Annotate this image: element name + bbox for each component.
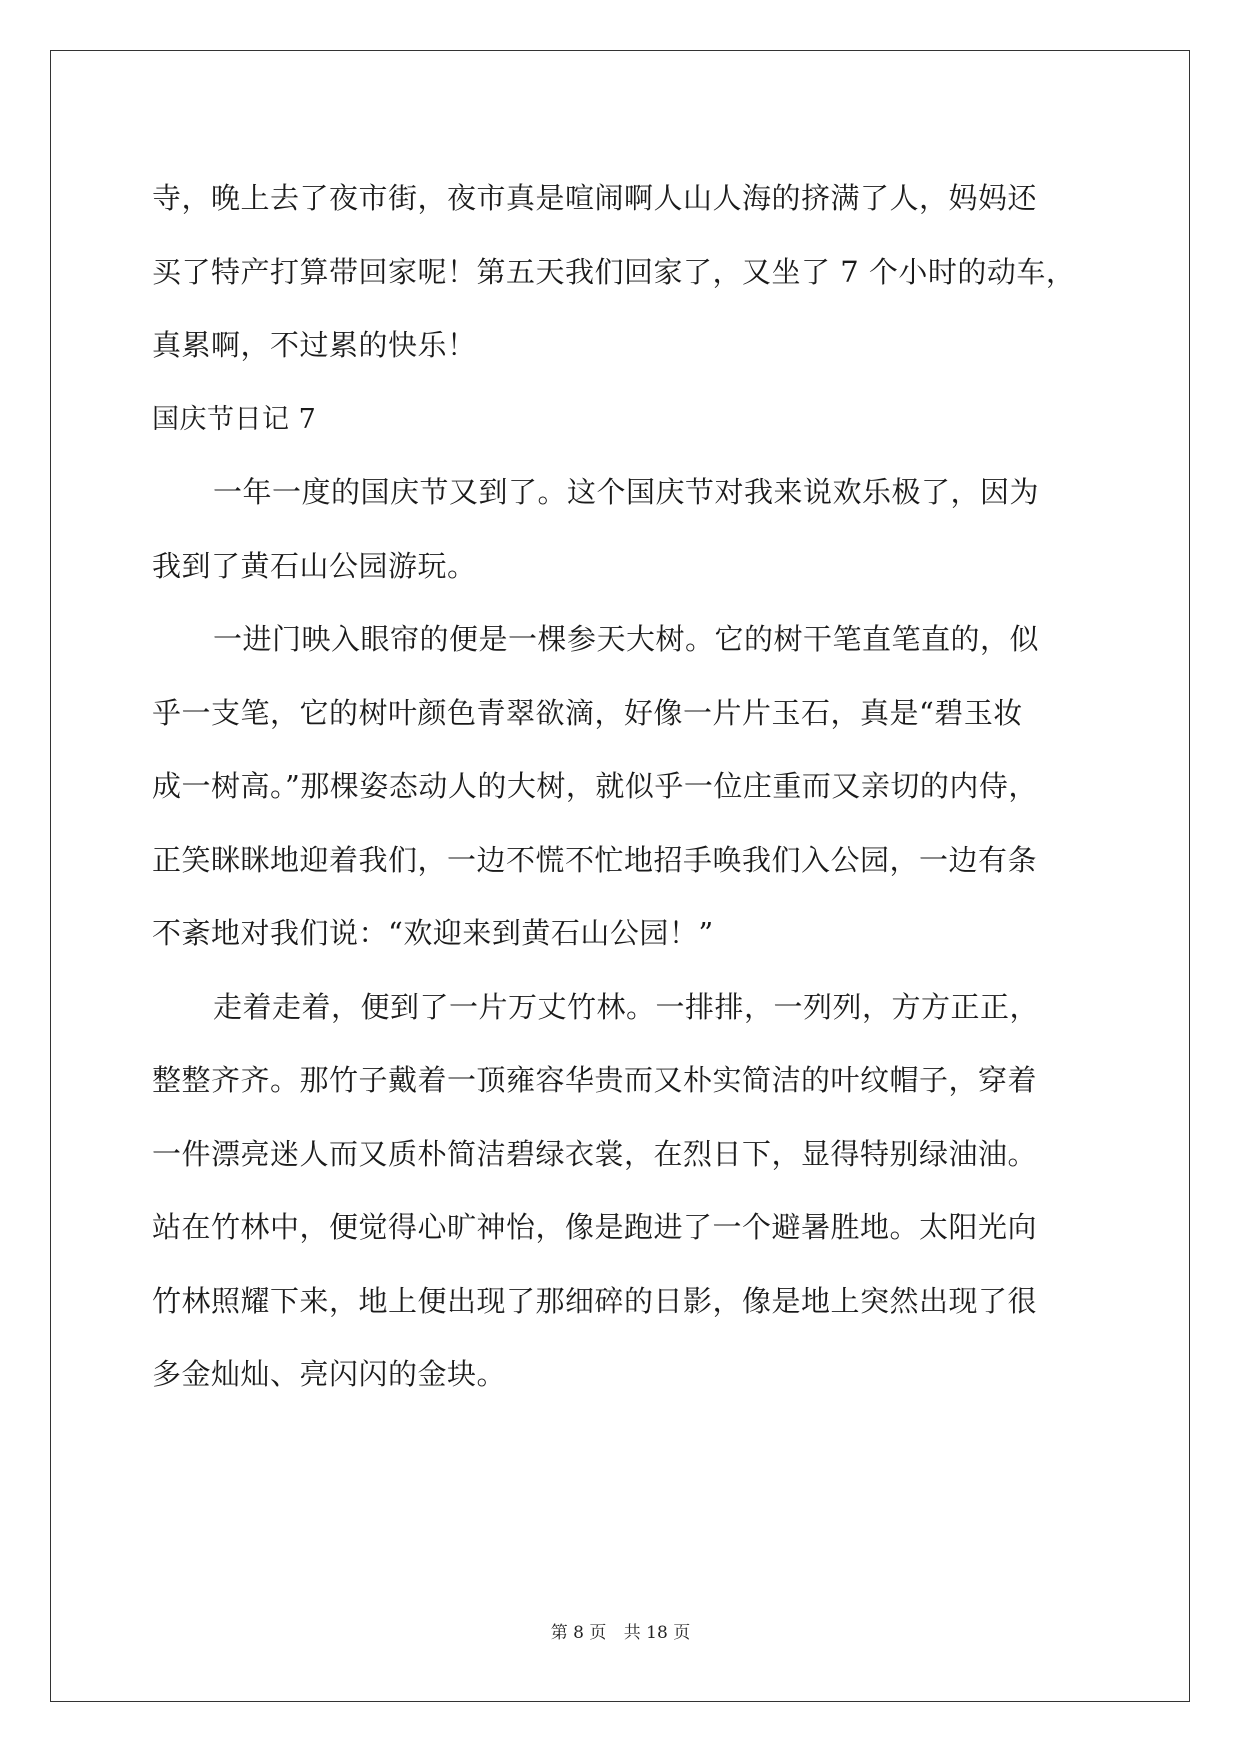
paragraph-line: 竹林照耀下来，地上便出现了那细碎的日影，像是地上突然出现了很 xyxy=(152,1283,1038,1318)
document-body xyxy=(152,162,1092,1412)
page-footer xyxy=(0,1618,1241,1643)
paragraph-line: 站在竹林中，便觉得心旷神怡，像是跑进了一个避暑胜地。太阳光向 xyxy=(152,1210,1038,1244)
paragraph-line: 正笑眯眯地迎着我们，一边不慌不忙地招手唤我们入公园，一边有条 xyxy=(152,842,1038,877)
paragraph-line: 多金灿灿、亮闪闪的金块。 xyxy=(152,1357,507,1391)
paragraph-line: 一件漂亮迷人而又质朴简洁碧绿衣裳，在烈日下，显得特别绿油油。 xyxy=(152,1136,1038,1171)
paragraph-line: 一进门映入眼帘的便是一棵参天大树。它的树干笔直笔直的，似 xyxy=(213,622,1040,656)
paragraph-line: 成一树高。”那棵姿态动人的大树，就似乎一位庄重而又亲切的内侍， xyxy=(152,769,1038,803)
page-total: 共 18 页 xyxy=(623,1623,691,1643)
paragraph-line: 走着走着，便到了一片万丈竹林。一排排，一列列，方方正正， xyxy=(213,989,1040,1024)
section-heading: 国庆节日记 7 xyxy=(152,403,317,435)
paragraph-line: 买了特产打算带回家呢！第五天我们回家了，又坐了 7 个小时的动车， xyxy=(152,254,1076,289)
page-number: 第 8 页 xyxy=(550,1623,607,1643)
paragraph-line: 整整齐齐。那竹子戴着一顶雍容华贵而又朴实简洁的叶纹帽子，穿着 xyxy=(152,1063,1038,1097)
paragraph-line: 我到了黄石山公园游玩。 xyxy=(152,548,477,583)
paragraph-line: 寺，晚上去了夜市街，夜市真是喧闹啊人山人海的挤满了人，妈妈还 xyxy=(152,181,1038,215)
paragraph-line: 真累啊，不过累的快乐！ xyxy=(152,328,477,362)
paragraph-line: 一年一度的国庆节又到了。这个国庆节对我来说欢乐极了，因为 xyxy=(213,475,1040,509)
paragraph-line: 不紊地对我们说：“欢迎来到黄石山公园！” xyxy=(152,916,714,950)
paragraph-line: 乎一支笔，它的树叶颜色青翠欲滴，好像一片片玉石，真是“碧玉妆 xyxy=(152,695,1023,730)
